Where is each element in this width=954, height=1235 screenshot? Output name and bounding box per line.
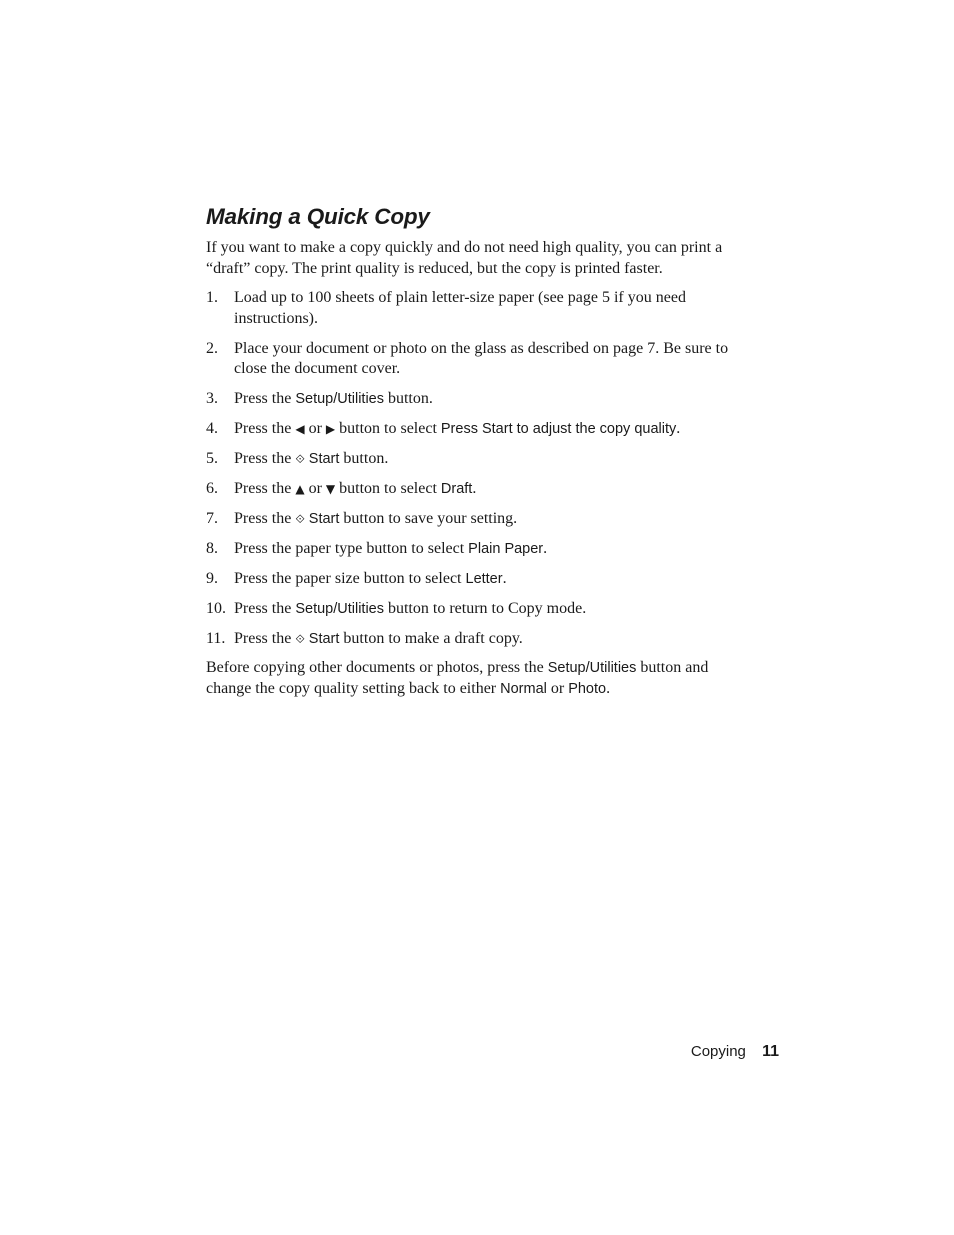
step-item xyxy=(206,419,751,440)
step-number: 8. xyxy=(206,540,218,557)
step-item xyxy=(206,569,751,590)
ui-label: Setup/Utilities xyxy=(295,391,384,407)
step-text xyxy=(234,288,751,329)
page-number: 11 xyxy=(762,1043,779,1060)
text-run: button and change the copy quality setting back to either xyxy=(206,659,709,697)
step-number: 4. xyxy=(206,420,218,437)
step-number: 7. xyxy=(206,510,218,527)
ui-label: Setup/Utilities xyxy=(547,660,637,676)
step-text xyxy=(234,419,751,440)
text-run: or xyxy=(304,480,326,497)
step-number: 2. xyxy=(206,339,218,357)
text-run: button to select xyxy=(335,420,441,437)
page-content xyxy=(206,198,751,699)
text-run: Load up to 100 sheets of plain letter-size paper (see page 5 if you need instructions). xyxy=(234,289,686,327)
left-arrow-icon: ◀ xyxy=(295,422,305,436)
step-number: 1. xyxy=(206,289,218,306)
start-icon: ⟐ xyxy=(295,452,305,466)
step-item xyxy=(206,479,751,500)
step-number: 5. xyxy=(206,450,218,467)
text-run: button to select xyxy=(335,480,441,497)
intro-paragraph: If you want to make a copy quickly and do not need high quality, you can print a “draft” copy. The print quality is reduced, but the copy is printed faster. xyxy=(206,239,723,277)
text-run: Press the xyxy=(234,600,296,617)
text-run: . xyxy=(543,540,548,557)
ui-label: Start xyxy=(308,631,340,647)
step-number: 10. xyxy=(206,600,226,617)
step-item xyxy=(206,599,751,620)
text-run: . xyxy=(472,480,477,497)
step-text xyxy=(234,629,751,650)
ui-label: Photo xyxy=(568,680,607,697)
text-run: . xyxy=(502,570,507,587)
text-run: Press the paper type button to select xyxy=(234,540,469,557)
text-run: Press the xyxy=(234,630,296,647)
step-text xyxy=(234,389,751,410)
step-text xyxy=(234,479,751,500)
step-item xyxy=(206,288,751,329)
ui-label: Normal xyxy=(500,680,547,697)
text-run: or xyxy=(546,679,569,697)
up-arrow-icon: ▲ xyxy=(295,482,305,496)
text-run: . xyxy=(676,420,681,437)
ui-label: Start xyxy=(308,511,340,527)
start-icon: ⟐ xyxy=(295,632,305,646)
step-item xyxy=(206,449,751,470)
text-run: . xyxy=(606,679,611,697)
step-item xyxy=(206,339,751,380)
start-icon: ⟐ xyxy=(295,512,305,526)
step-number: 6. xyxy=(206,480,218,497)
footer-section-name: Copying xyxy=(690,1043,746,1060)
ui-label: Setup/Utilities xyxy=(295,601,384,617)
text-run: Press the xyxy=(234,450,296,467)
step-text xyxy=(234,339,751,380)
text-run: Press the xyxy=(234,510,296,527)
step-text xyxy=(234,449,751,470)
text-run: Press the xyxy=(234,480,296,497)
ui-label: Start xyxy=(308,451,340,467)
page-footer xyxy=(691,1041,779,1063)
ui-label: Press Start to adjust the copy quality xyxy=(440,421,677,437)
text-run: Place your document or photo on the glass as described on page 7. Be sure to close the document cover. xyxy=(234,339,729,377)
closing-paragraph xyxy=(206,658,751,699)
text-run: button to save your setting. xyxy=(339,510,518,527)
step-item xyxy=(206,389,751,410)
text-run: button. xyxy=(339,450,389,467)
down-arrow-icon: ▼ xyxy=(325,482,336,496)
text-run: Press the xyxy=(234,420,296,437)
text-run: button to make a draft copy. xyxy=(339,630,523,647)
ui-label: Draft xyxy=(440,481,473,497)
text-run: Press the xyxy=(234,390,296,407)
step-text xyxy=(234,569,751,590)
step-item xyxy=(206,539,751,560)
step-number: 11. xyxy=(206,630,226,647)
step-item xyxy=(206,509,751,530)
ui-label: Letter xyxy=(465,571,503,587)
text-run: button. xyxy=(383,390,433,407)
page-title: Making a Quick Copy xyxy=(206,204,430,229)
step-text xyxy=(234,599,751,620)
text-run: Press the paper size button to select xyxy=(234,570,466,587)
step-text xyxy=(234,539,751,560)
text-run: button to return to Copy mode. xyxy=(383,600,587,617)
text-run: or xyxy=(304,420,326,437)
step-text xyxy=(234,509,751,530)
text-run: Before copying other documents or photos, press the xyxy=(206,659,548,676)
step-number: 9. xyxy=(206,570,218,587)
ui-label: Plain Paper xyxy=(468,541,544,557)
step-item xyxy=(206,629,751,650)
steps-list xyxy=(206,288,751,650)
right-arrow-icon: ▶ xyxy=(325,422,336,436)
step-number: 3. xyxy=(206,390,218,407)
